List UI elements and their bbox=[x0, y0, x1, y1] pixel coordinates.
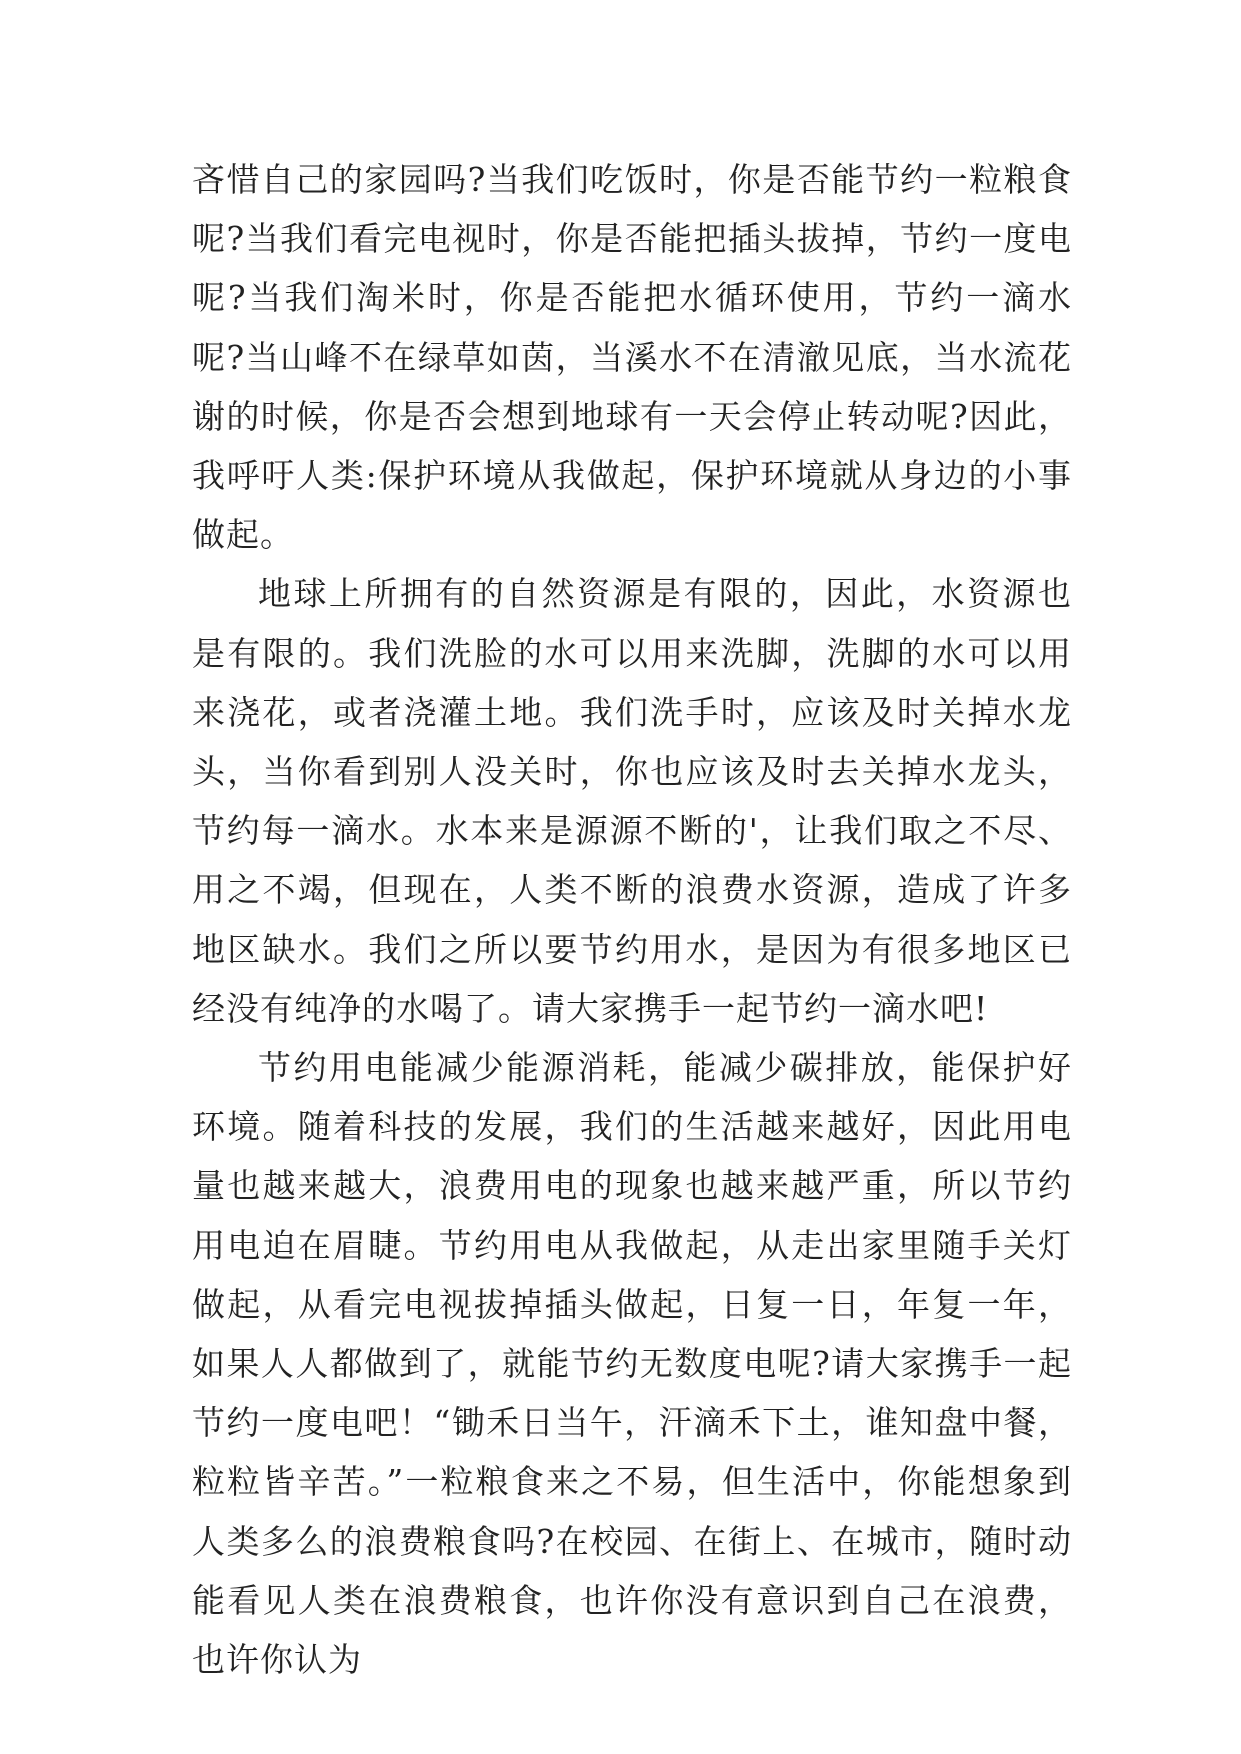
paragraph-1: 吝惜自己的家园吗?当我们吃饭时，你是否能节约一粒粮食呢?当我们看完电视时，你是否能把插头拔掉，节约一度电呢?当我们淘米时，你是否能把水循环使用，节约一滴水呢?当山峰不在绿草如茵，当溪水不在清澈见底，当水流花谢的时候，你是否会想到地球有一天会停止转动呢?因此，我呼吁人类:保护环境从我做起，保护环境就从身边的小事做起。 bbox=[192, 160, 1072, 555]
paragraph-3: 节约用电能减少能源消耗，能减少碳排放，能保护好环境。随着科技的发展，我们的生活越来越好，因此用电量也越来越大，浪费用电的现象也越来越严重，所以节约用电迫在眉睫。节约用电从我做起，从走出家里随手关灯做起，从看完电视拔掉插头做起，日复一日，年复一年，如果人人都做到了，就能节约无数度电呢?请大家携手一起节约一度电吧！“锄禾日当午，汗滴禾下土，谁知盘中餐，粒粒皆辛苦。”一粒粮食来之不易，但生活中，你能想象到人类多么的浪费粮食吗?在校园、在街上、在城市，随时动能看见人类在浪费粮食，也许你没有意识到自己在浪费，也许你认为 bbox=[192, 1048, 1072, 1680]
paragraph-2: 地球上所拥有的自然资源是有限的，因此，水资源也是有限的。我们洗脸的水可以用来洗脚，洗脚的水可以用来浇花，或者浇灌土地。我们洗手时，应该及时关掉水龙头，当你看到别人没关时，你也应该及时去关掉水龙头，节约每一滴水。水本来是源源不断的'，让我们取之不尽、用之不竭，但现在，人类不断的浪费水资源，造成了许多地区缺水。我们之所以要节约用水，是因为有很多地区已经没有纯净的水喝了。请大家携手一起节约一滴水吧! bbox=[192, 574, 1072, 1028]
body-text bbox=[192, 150, 1072, 1689]
